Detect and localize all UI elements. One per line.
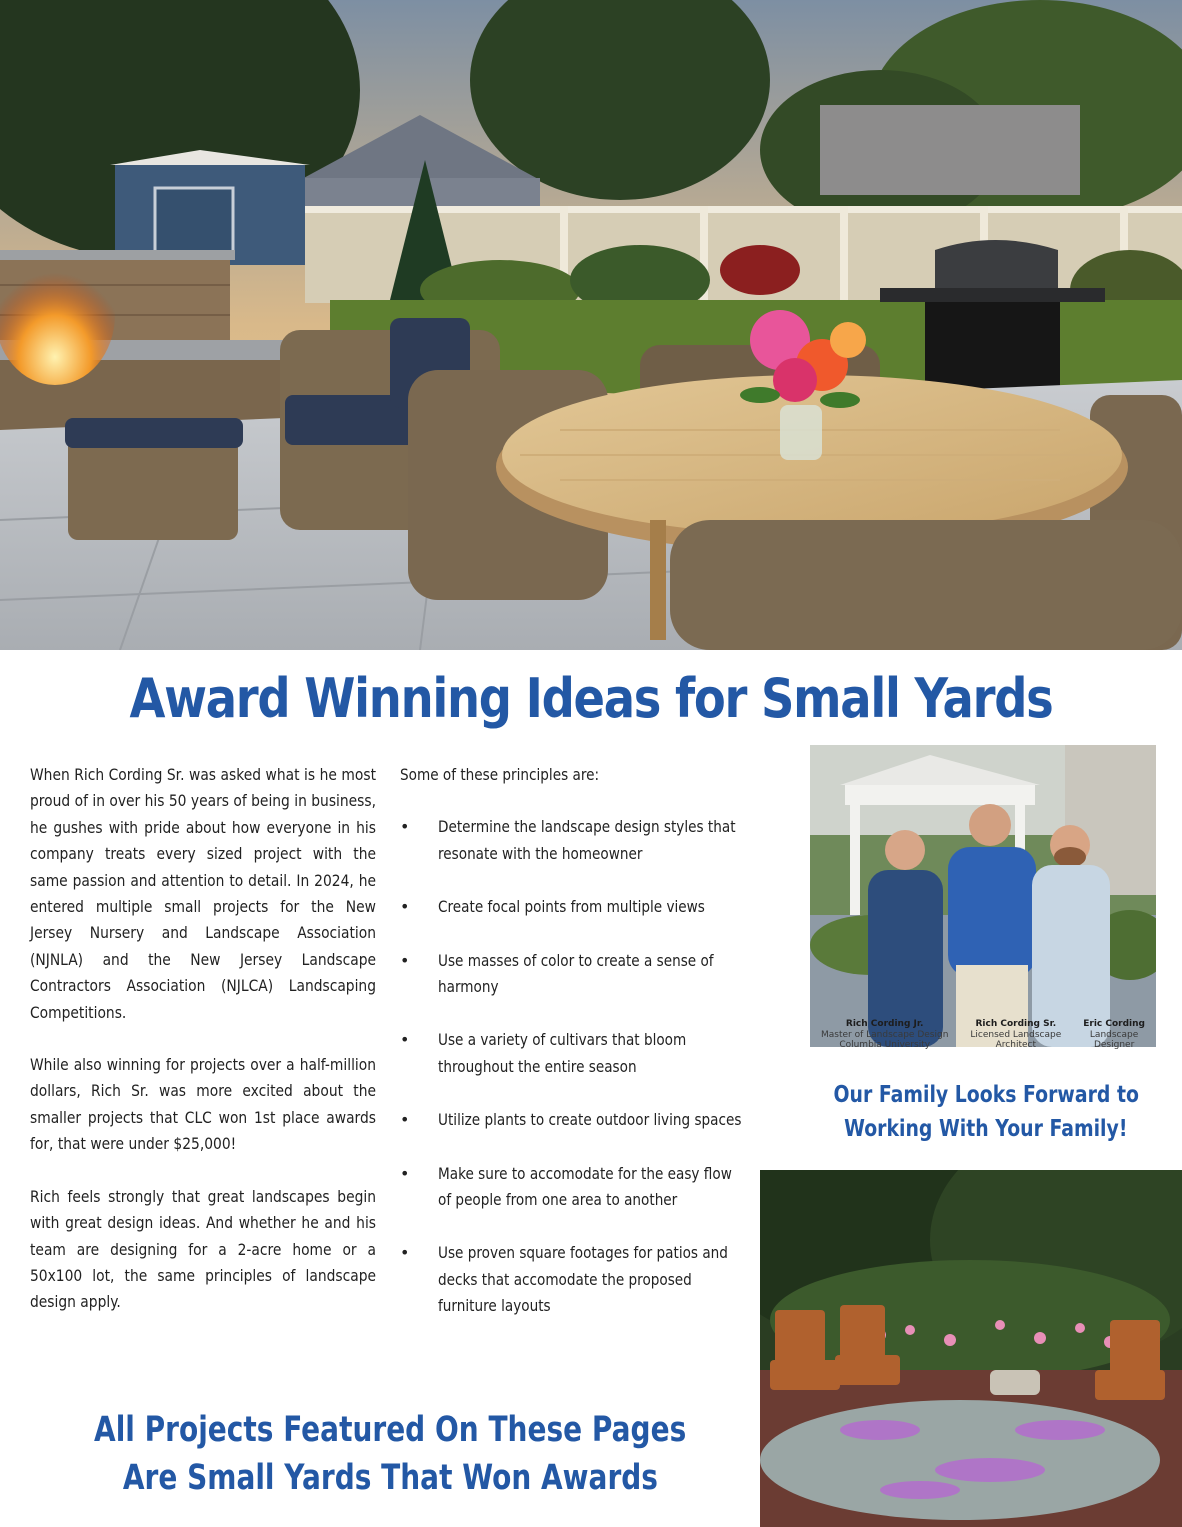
bullet-icon: • [400, 817, 410, 837]
caption-eric: Eric Cording Landscape Designer [1083, 1019, 1145, 1050]
principles-column [400, 762, 750, 1347]
page-title: Award Winning Ideas for Small Yards [129, 667, 1053, 730]
article-paragraph: While also winning for projects over a half-million dollars, Rich Sr. was more excited about the smaller projects that CLC won 1st place awards for, that were under $25,000! [30, 1055, 376, 1154]
garden-photo [760, 1170, 1182, 1527]
list-item: • Use masses of color to create a sense of harmony [400, 948, 750, 1001]
list-item: • Determine the landscape design styles that resonate with the homeowner [400, 814, 750, 867]
bullet-icon: • [400, 1110, 410, 1130]
bullet-icon: • [400, 950, 410, 970]
article-column [30, 762, 376, 1342]
list-item: • Create focal points from multiple views [400, 894, 750, 920]
principles-intro: Some of these principles are: [400, 765, 600, 784]
hero-patio-photo [0, 0, 1182, 650]
bullet-icon: • [400, 897, 410, 917]
team-captions [810, 1019, 1156, 1050]
list-item: • Use a variety of cultivars that bloom throughout the entire season [400, 1027, 750, 1080]
team-photo [810, 745, 1156, 1050]
article-paragraph: When Rich Cording Sr. was asked what is he most proud of in over his 50 years of being in business, he gushes with pride about how everyone in his company treats every sized project with the same passion and attention to detail. In 2024, he entered multiple small projects for the New Jersey Nursery and Landscape Association (NJNLA) and the New Jersey Landscape Contractors Association (NJLCA) Landscaping Competitions. [30, 765, 376, 1022]
caption-rich-sr: Rich Cording Sr. Licensed Landscape Architect [970, 1019, 1062, 1050]
list-item: • Utilize plants to create outdoor living spaces [400, 1107, 750, 1133]
article-paragraph: Rich feels strongly that great landscapes begin with great design ideas. And whether he and his team are designing for a 2-acre home or a 50x100 lot, the same principles of landscape design apply. [30, 1186, 376, 1312]
footer-tagline: All Projects Featured On These Pages Are Small Yards That Won Awards [94, 1410, 687, 1498]
bullet-icon: • [400, 1163, 410, 1183]
list-item: • Use proven square footages for patios and decks that accomodate the proposed furniture layouts [400, 1240, 750, 1319]
bullet-icon: • [400, 1243, 410, 1263]
family-tagline: Our Family Looks Forward to Working With Your Family! [833, 1082, 1139, 1142]
bullet-icon: • [400, 1030, 410, 1050]
caption-rich-jr: Rich Cording Jr. Master of Landscape Design Columbia University [820, 1019, 949, 1050]
principles-list [400, 814, 750, 1319]
list-item: • Make sure to accomodate for the easy flow of people from one area to another [400, 1161, 750, 1214]
